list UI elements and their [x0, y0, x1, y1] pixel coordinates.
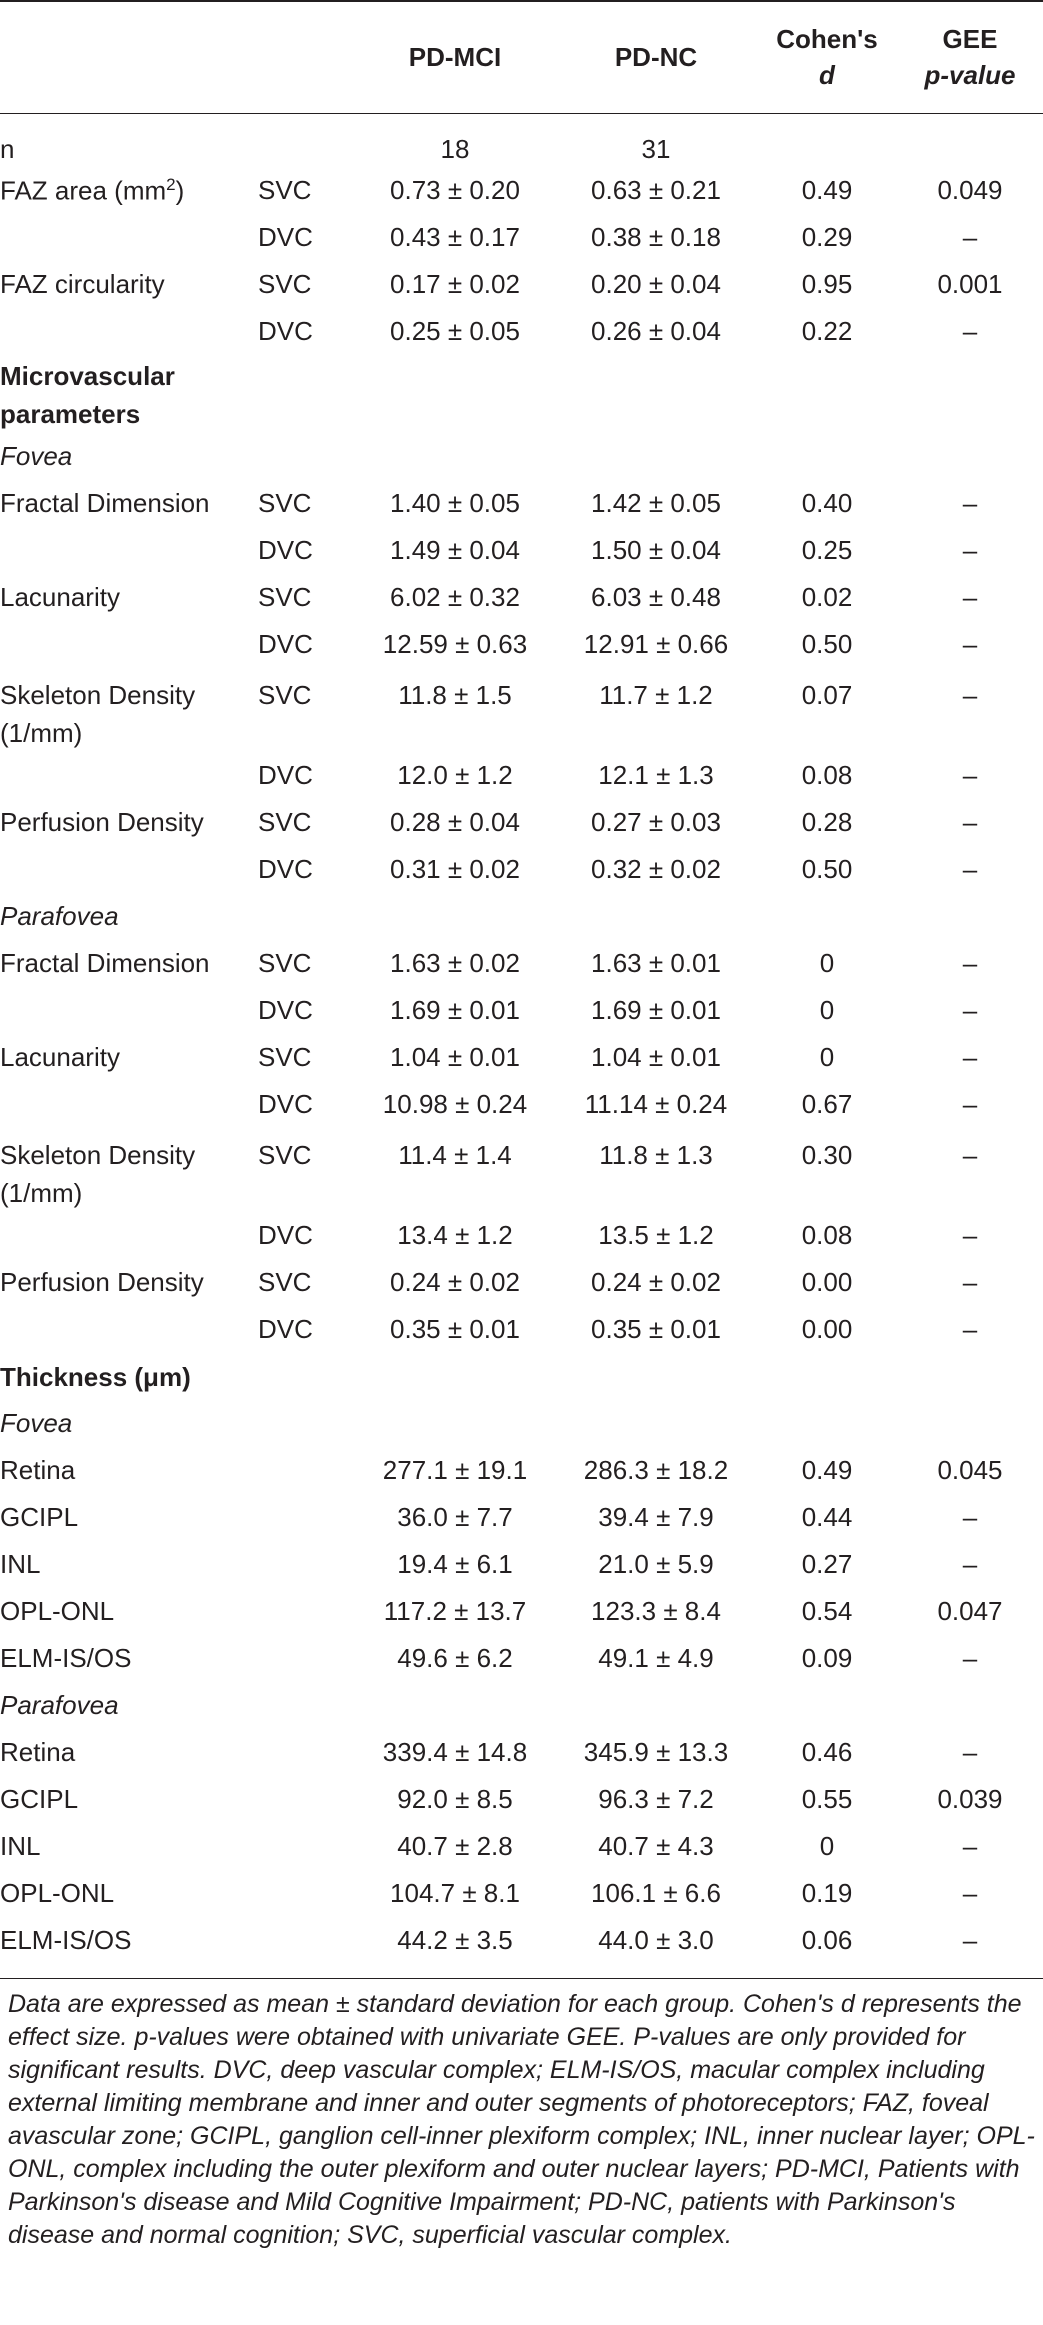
pd-nc-value: 123.3 ± 8.4	[591, 1596, 721, 1626]
table-row	[0, 167, 1043, 214]
table-row	[0, 1447, 1043, 1494]
header-gee-pvalue	[897, 0, 1043, 113]
cohens-d-value: 0.00	[801, 1314, 853, 1344]
pd-nc-value: 0.35 ± 0.01	[591, 1314, 721, 1344]
layer-cell: DVC	[258, 995, 313, 1025]
pd-mci-value: 18	[440, 134, 470, 164]
pd-mci-value: 1.40 ± 0.05	[390, 488, 520, 518]
section-row	[0, 1353, 1043, 1400]
row-label: FAZ circularity	[0, 269, 165, 299]
table-row	[0, 799, 1043, 846]
p-value: –	[962, 854, 978, 884]
cohens-d-value: 0	[819, 995, 835, 1025]
row-label	[0, 752, 258, 799]
layer-cell	[258, 1729, 355, 1776]
table-row	[0, 1870, 1043, 1917]
section-title-microvascular	[0, 355, 1043, 433]
pd-mci-value: 44.2 ± 3.5	[397, 1925, 513, 1955]
pd-mci-value: 0.28 ± 0.04	[390, 807, 520, 837]
layer-cell	[258, 1447, 355, 1494]
row-label: Perfusion Density	[0, 807, 204, 837]
row-label-line2: (1/mm)	[0, 1178, 83, 1208]
layer-cell: SVC	[258, 807, 312, 837]
p-value: –	[962, 948, 978, 978]
layer-cell: SVC	[258, 948, 312, 978]
p-value: –	[962, 680, 978, 710]
p-value: –	[962, 629, 978, 659]
table-header	[0, 0, 1043, 113]
layer-cell: DVC	[258, 535, 313, 565]
row-label	[0, 668, 258, 752]
p-value: 0.045	[937, 1455, 1003, 1485]
cohens-d-value: 0.30	[801, 1140, 853, 1170]
layer-cell: DVC	[258, 1220, 313, 1250]
row-label: Lacunarity	[0, 582, 120, 612]
pd-nc-value: 11.14 ± 0.24	[584, 1089, 728, 1119]
pd-mci-value: 12.59 ± 0.63	[382, 629, 528, 659]
pd-mci-value: 36.0 ± 7.7	[397, 1502, 513, 1532]
section-row	[0, 355, 1043, 433]
pd-mci-value: 0.25 ± 0.05	[390, 316, 520, 346]
layer-cell: SVC	[258, 175, 312, 205]
p-value: –	[962, 760, 978, 790]
row-label: Retina	[0, 1455, 76, 1485]
pd-mci-value: 1.04 ± 0.01	[390, 1042, 520, 1072]
header-pd-nc: PD-NC	[614, 41, 698, 72]
p-value: –	[962, 1737, 978, 1767]
cohens-d-value: 0.50	[801, 854, 853, 884]
table-row	[0, 1917, 1043, 1964]
cohens-d-value: 0.07	[801, 680, 853, 710]
header-rule	[0, 113, 1043, 114]
subsection-parafovea: Parafovea	[0, 901, 119, 931]
row-label: GCIPL	[0, 1784, 79, 1814]
pd-nc-value: 0.27 ± 0.03	[591, 807, 721, 837]
table-row	[0, 308, 1043, 355]
cohens-d-value: 0.28	[801, 807, 853, 837]
pd-nc-value: 0.38 ± 0.18	[591, 222, 721, 252]
header-gee-line2: p-value	[924, 59, 1016, 90]
table-row	[0, 1034, 1043, 1081]
layer-cell	[258, 1541, 355, 1588]
row-label: n	[0, 134, 15, 164]
p-value: –	[962, 1140, 978, 1170]
pd-mci-value: 277.1 ± 19.1	[382, 1455, 528, 1485]
p-value: –	[962, 1267, 978, 1297]
cohens-d-value: 0.02	[801, 582, 853, 612]
row-label: Retina	[0, 1737, 76, 1767]
pd-nc-value: 40.7 ± 4.3	[598, 1831, 714, 1861]
row-label	[0, 846, 258, 893]
row-label	[0, 308, 258, 355]
layer-cell: SVC	[258, 488, 312, 518]
table-row	[0, 261, 1043, 308]
pd-nc-value: 11.8 ± 1.3	[599, 1140, 713, 1170]
table-row	[0, 574, 1043, 621]
pd-nc-value: 13.5 ± 1.2	[598, 1220, 714, 1250]
cohens-d-value: 0.95	[801, 269, 853, 299]
pd-mci-value: 1.63 ± 0.02	[390, 948, 520, 978]
row-label	[0, 1128, 258, 1212]
row-label-sup: 2	[166, 174, 176, 194]
p-value: –	[962, 1831, 978, 1861]
pd-mci-value: 49.6 ± 6.2	[397, 1643, 513, 1673]
table-footnote: Data are expressed as mean ± standard deviation for each group. Cohen's d represents the effect size. p-values were obtained with univariate GEE. P-values are only provided for significant results. DVC, deep vascular complex; ELM-IS/OS, macular complex including external limiting membrane and inner and outer segments of photoreceptors; FAZ, foveal avascular zone; GCIPL, ganglion cell-inner plexiform complex; INL, inner nuclear layer; OPL-ONL, complex including the outer plexiform and outer nuclear layers; PD-MCI, Patients with Parkinson's disease and Mild Cognitive Impairment; PD-NC, patients with Parkinson's disease and normal cognition; SVC, superficial vascular complex.	[8, 1990, 1035, 2249]
pd-mci-value: 0.24 ± 0.02	[390, 1267, 520, 1297]
layer-cell: DVC	[258, 760, 313, 790]
table-row	[0, 527, 1043, 574]
layer-cell: SVC	[258, 1042, 312, 1072]
section-title-line2: parameters	[0, 399, 141, 429]
p-value: –	[962, 1643, 978, 1673]
cohens-d-value: 0.19	[801, 1878, 853, 1908]
row-label	[0, 527, 258, 574]
row-label	[0, 1306, 258, 1353]
row-label: Lacunarity	[0, 1042, 120, 1072]
p-value: –	[962, 1089, 978, 1119]
pd-mci-value: 12.0 ± 1.2	[397, 760, 513, 790]
p-value	[897, 113, 1043, 167]
table-row	[0, 1081, 1043, 1128]
layer-cell: DVC	[258, 316, 313, 346]
table-row	[0, 1776, 1043, 1823]
pd-nc-value: 12.91 ± 0.66	[583, 629, 729, 659]
header-layer-blank	[258, 0, 355, 113]
layer-cell	[258, 1870, 355, 1917]
pd-nc-value: 11.7 ± 1.2	[599, 680, 713, 710]
header-pd-mci: PD-MCI	[408, 41, 502, 72]
cohens-d-value: 0.55	[801, 1784, 853, 1814]
pd-nc-value: 12.1 ± 1.3	[598, 760, 714, 790]
p-value: 0.049	[937, 175, 1003, 205]
header-gee-line1: GEE	[942, 23, 998, 54]
header-cohens-line1: Cohen's	[776, 23, 878, 54]
row-label: ELM-IS/OS	[0, 1925, 132, 1955]
layer-cell	[258, 1776, 355, 1823]
row-label-text: FAZ area (mm	[0, 175, 167, 206]
table-row	[0, 668, 1043, 752]
row-label-line1: Skeleton Density	[0, 1140, 196, 1170]
layer-cell	[258, 113, 355, 167]
pd-nc-value: 1.42 ± 0.05	[591, 488, 721, 518]
layer-cell: DVC	[258, 222, 313, 252]
p-value: –	[962, 222, 978, 252]
bottom-rule	[0, 1978, 1043, 1979]
subsection-parafovea: Parafovea	[0, 1690, 119, 1720]
table-row	[0, 1306, 1043, 1353]
table-row	[0, 987, 1043, 1034]
p-value: –	[962, 488, 978, 518]
p-value: –	[962, 807, 978, 837]
subsection-row	[0, 433, 1043, 480]
subsection-row	[0, 1682, 1043, 1729]
header-cohens-line2: d	[819, 59, 835, 90]
pd-mci-value: 1.69 ± 0.01	[390, 995, 520, 1025]
row-label-line1: Skeleton Density	[0, 680, 196, 710]
subsection-fovea: Fovea	[0, 441, 73, 471]
p-value: –	[962, 995, 978, 1025]
pd-mci-value: 0.17 ± 0.02	[390, 269, 520, 299]
cohens-d-value: 0.08	[801, 1220, 853, 1250]
p-value: 0.047	[937, 1596, 1003, 1626]
layer-cell: SVC	[258, 269, 312, 299]
table-row	[0, 846, 1043, 893]
pd-nc-value: 345.9 ± 13.3	[583, 1737, 729, 1767]
cohens-d-value: 0.40	[801, 488, 853, 518]
pd-nc-value: 6.03 ± 0.48	[591, 582, 721, 612]
row-label: OPL-ONL	[0, 1596, 115, 1626]
row-label	[0, 214, 258, 261]
cohens-d-value: 0.67	[801, 1089, 853, 1119]
pd-mci-value: 0.31 ± 0.02	[390, 854, 520, 884]
pd-mci-value: 92.0 ± 8.5	[397, 1784, 513, 1814]
table-row	[0, 1259, 1043, 1306]
row-label: GCIPL	[0, 1502, 79, 1532]
cohens-d-value: 0.46	[801, 1737, 853, 1767]
subsection-fovea: Fovea	[0, 1408, 73, 1438]
table-row	[0, 1729, 1043, 1776]
pd-mci-value: 19.4 ± 6.1	[397, 1549, 513, 1579]
table-row	[0, 214, 1043, 261]
row-label: INL	[0, 1831, 41, 1861]
pd-nc-value: 31	[641, 134, 671, 164]
cohens-d-value: 0.49	[801, 1455, 853, 1485]
layer-cell	[258, 1588, 355, 1635]
pd-mci-value: 11.8 ± 1.5	[398, 680, 512, 710]
layer-cell: DVC	[258, 854, 313, 884]
row-label	[0, 987, 258, 1034]
layer-cell	[258, 1823, 355, 1870]
cohens-d-value: 0.27	[801, 1549, 853, 1579]
pd-mci-value: 11.4 ± 1.4	[398, 1140, 512, 1170]
pd-nc-value: 1.50 ± 0.04	[591, 535, 721, 565]
subsection-row	[0, 1400, 1043, 1447]
cohens-d-value: 0.00	[801, 1267, 853, 1297]
cohens-d-value: 0.25	[801, 535, 853, 565]
p-value: –	[962, 1042, 978, 1072]
row-label-end: )	[175, 175, 185, 206]
row-label: INL	[0, 1549, 41, 1579]
section-title-line1: Microvascular	[0, 361, 175, 391]
p-value: –	[962, 1549, 978, 1579]
p-value: –	[962, 1925, 978, 1955]
cohens-d-value: 0.44	[801, 1502, 853, 1532]
cohens-d-value: 0.54	[801, 1596, 853, 1626]
cohens-d-value	[757, 113, 897, 167]
table-row	[0, 1635, 1043, 1682]
table-row	[0, 752, 1043, 799]
pd-mci-value: 0.73 ± 0.20	[390, 175, 520, 205]
p-value: –	[962, 316, 978, 346]
pd-nc-value: 44.0 ± 3.0	[598, 1925, 714, 1955]
cohens-d-value: 0.50	[801, 629, 853, 659]
layer-cell: SVC	[258, 582, 312, 612]
cohens-d-value: 0.22	[801, 316, 853, 346]
p-value: –	[962, 1314, 978, 1344]
cohens-d-value: 0.09	[801, 1643, 853, 1673]
table-row	[0, 1128, 1043, 1212]
table-row	[0, 1588, 1043, 1635]
pd-nc-value: 0.32 ± 0.02	[591, 854, 721, 884]
cohens-d-value: 0.08	[801, 760, 853, 790]
layer-cell: DVC	[258, 1314, 313, 1344]
pd-mci-value: 10.98 ± 0.24	[382, 1089, 528, 1119]
layer-cell	[258, 1635, 355, 1682]
layer-cell: SVC	[258, 1267, 312, 1297]
pd-mci-value: 0.35 ± 0.01	[390, 1314, 520, 1344]
cohens-d-value: 0.49	[801, 175, 853, 205]
p-value: –	[962, 1502, 978, 1532]
table-row	[0, 1823, 1043, 1870]
layer-cell: SVC	[258, 680, 312, 710]
row-label	[0, 1081, 258, 1128]
row-label-line2: (1/mm)	[0, 718, 83, 748]
pd-mci-value: 1.49 ± 0.04	[390, 535, 520, 565]
layer-cell: DVC	[258, 629, 313, 659]
layer-cell	[258, 1917, 355, 1964]
layer-cell: DVC	[258, 1089, 313, 1119]
table-body	[0, 113, 1043, 1964]
cohens-d-value: 0	[819, 1831, 835, 1861]
row-label: Fractal Dimension	[0, 948, 210, 978]
p-value: –	[962, 1220, 978, 1250]
row-label	[0, 621, 258, 668]
section-title-thickness: Thickness (μm)	[0, 1361, 191, 1392]
pd-nc-value: 49.1 ± 4.9	[598, 1643, 714, 1673]
header-cohens-d	[757, 0, 897, 113]
table-row	[0, 1494, 1043, 1541]
row-label	[0, 167, 258, 214]
p-value: 0.001	[937, 269, 1003, 299]
header-blank	[0, 0, 258, 113]
pd-nc-value: 0.24 ± 0.02	[591, 1267, 721, 1297]
table-row	[0, 940, 1043, 987]
pd-mci-value: 117.2 ± 13.7	[383, 1596, 527, 1626]
cohens-d-value: 0.29	[801, 222, 853, 252]
cohens-d-value: 0.06	[801, 1925, 853, 1955]
table-row	[0, 1212, 1043, 1259]
p-value: –	[962, 535, 978, 565]
pd-nc-value: 106.1 ± 6.6	[591, 1878, 721, 1908]
pd-nc-value: 39.4 ± 7.9	[598, 1502, 714, 1532]
row-label: ELM-IS/OS	[0, 1643, 132, 1673]
pd-mci-value: 0.43 ± 0.17	[390, 222, 520, 252]
pd-mci-value: 339.4 ± 14.8	[382, 1737, 528, 1767]
pd-nc-value: 0.63 ± 0.21	[591, 175, 721, 205]
p-value: –	[962, 1878, 978, 1908]
row-label: OPL-ONL	[0, 1878, 115, 1908]
layer-cell	[258, 1494, 355, 1541]
pd-nc-value: 1.63 ± 0.01	[591, 948, 721, 978]
pd-mci-value: 6.02 ± 0.32	[390, 582, 520, 612]
cohens-d-value: 0	[819, 1042, 835, 1072]
row-label: Perfusion Density	[0, 1267, 204, 1297]
row-label: Fractal Dimension	[0, 488, 210, 518]
table-row	[0, 1541, 1043, 1588]
pd-nc-value: 0.26 ± 0.04	[591, 316, 721, 346]
pd-mci-value: 13.4 ± 1.2	[397, 1220, 513, 1250]
layer-cell: SVC	[258, 1140, 312, 1170]
pd-nc-value: 1.69 ± 0.01	[591, 995, 721, 1025]
p-value: –	[962, 582, 978, 612]
pd-nc-value: 0.20 ± 0.04	[591, 269, 721, 299]
pd-nc-value: 21.0 ± 5.9	[598, 1549, 714, 1579]
pd-mci-value: 40.7 ± 2.8	[397, 1831, 513, 1861]
pd-nc-value: 1.04 ± 0.01	[591, 1042, 721, 1072]
row-label	[0, 1212, 258, 1259]
table-row	[0, 621, 1043, 668]
pd-mci-value: 104.7 ± 8.1	[390, 1878, 520, 1908]
p-value: 0.039	[937, 1784, 1003, 1814]
pd-nc-value: 286.3 ± 18.2	[583, 1455, 729, 1485]
cohens-d-value: 0	[819, 948, 835, 978]
table-row	[0, 113, 1043, 167]
subsection-row	[0, 893, 1043, 940]
pd-nc-value: 96.3 ± 7.2	[598, 1784, 714, 1814]
table-row	[0, 480, 1043, 527]
